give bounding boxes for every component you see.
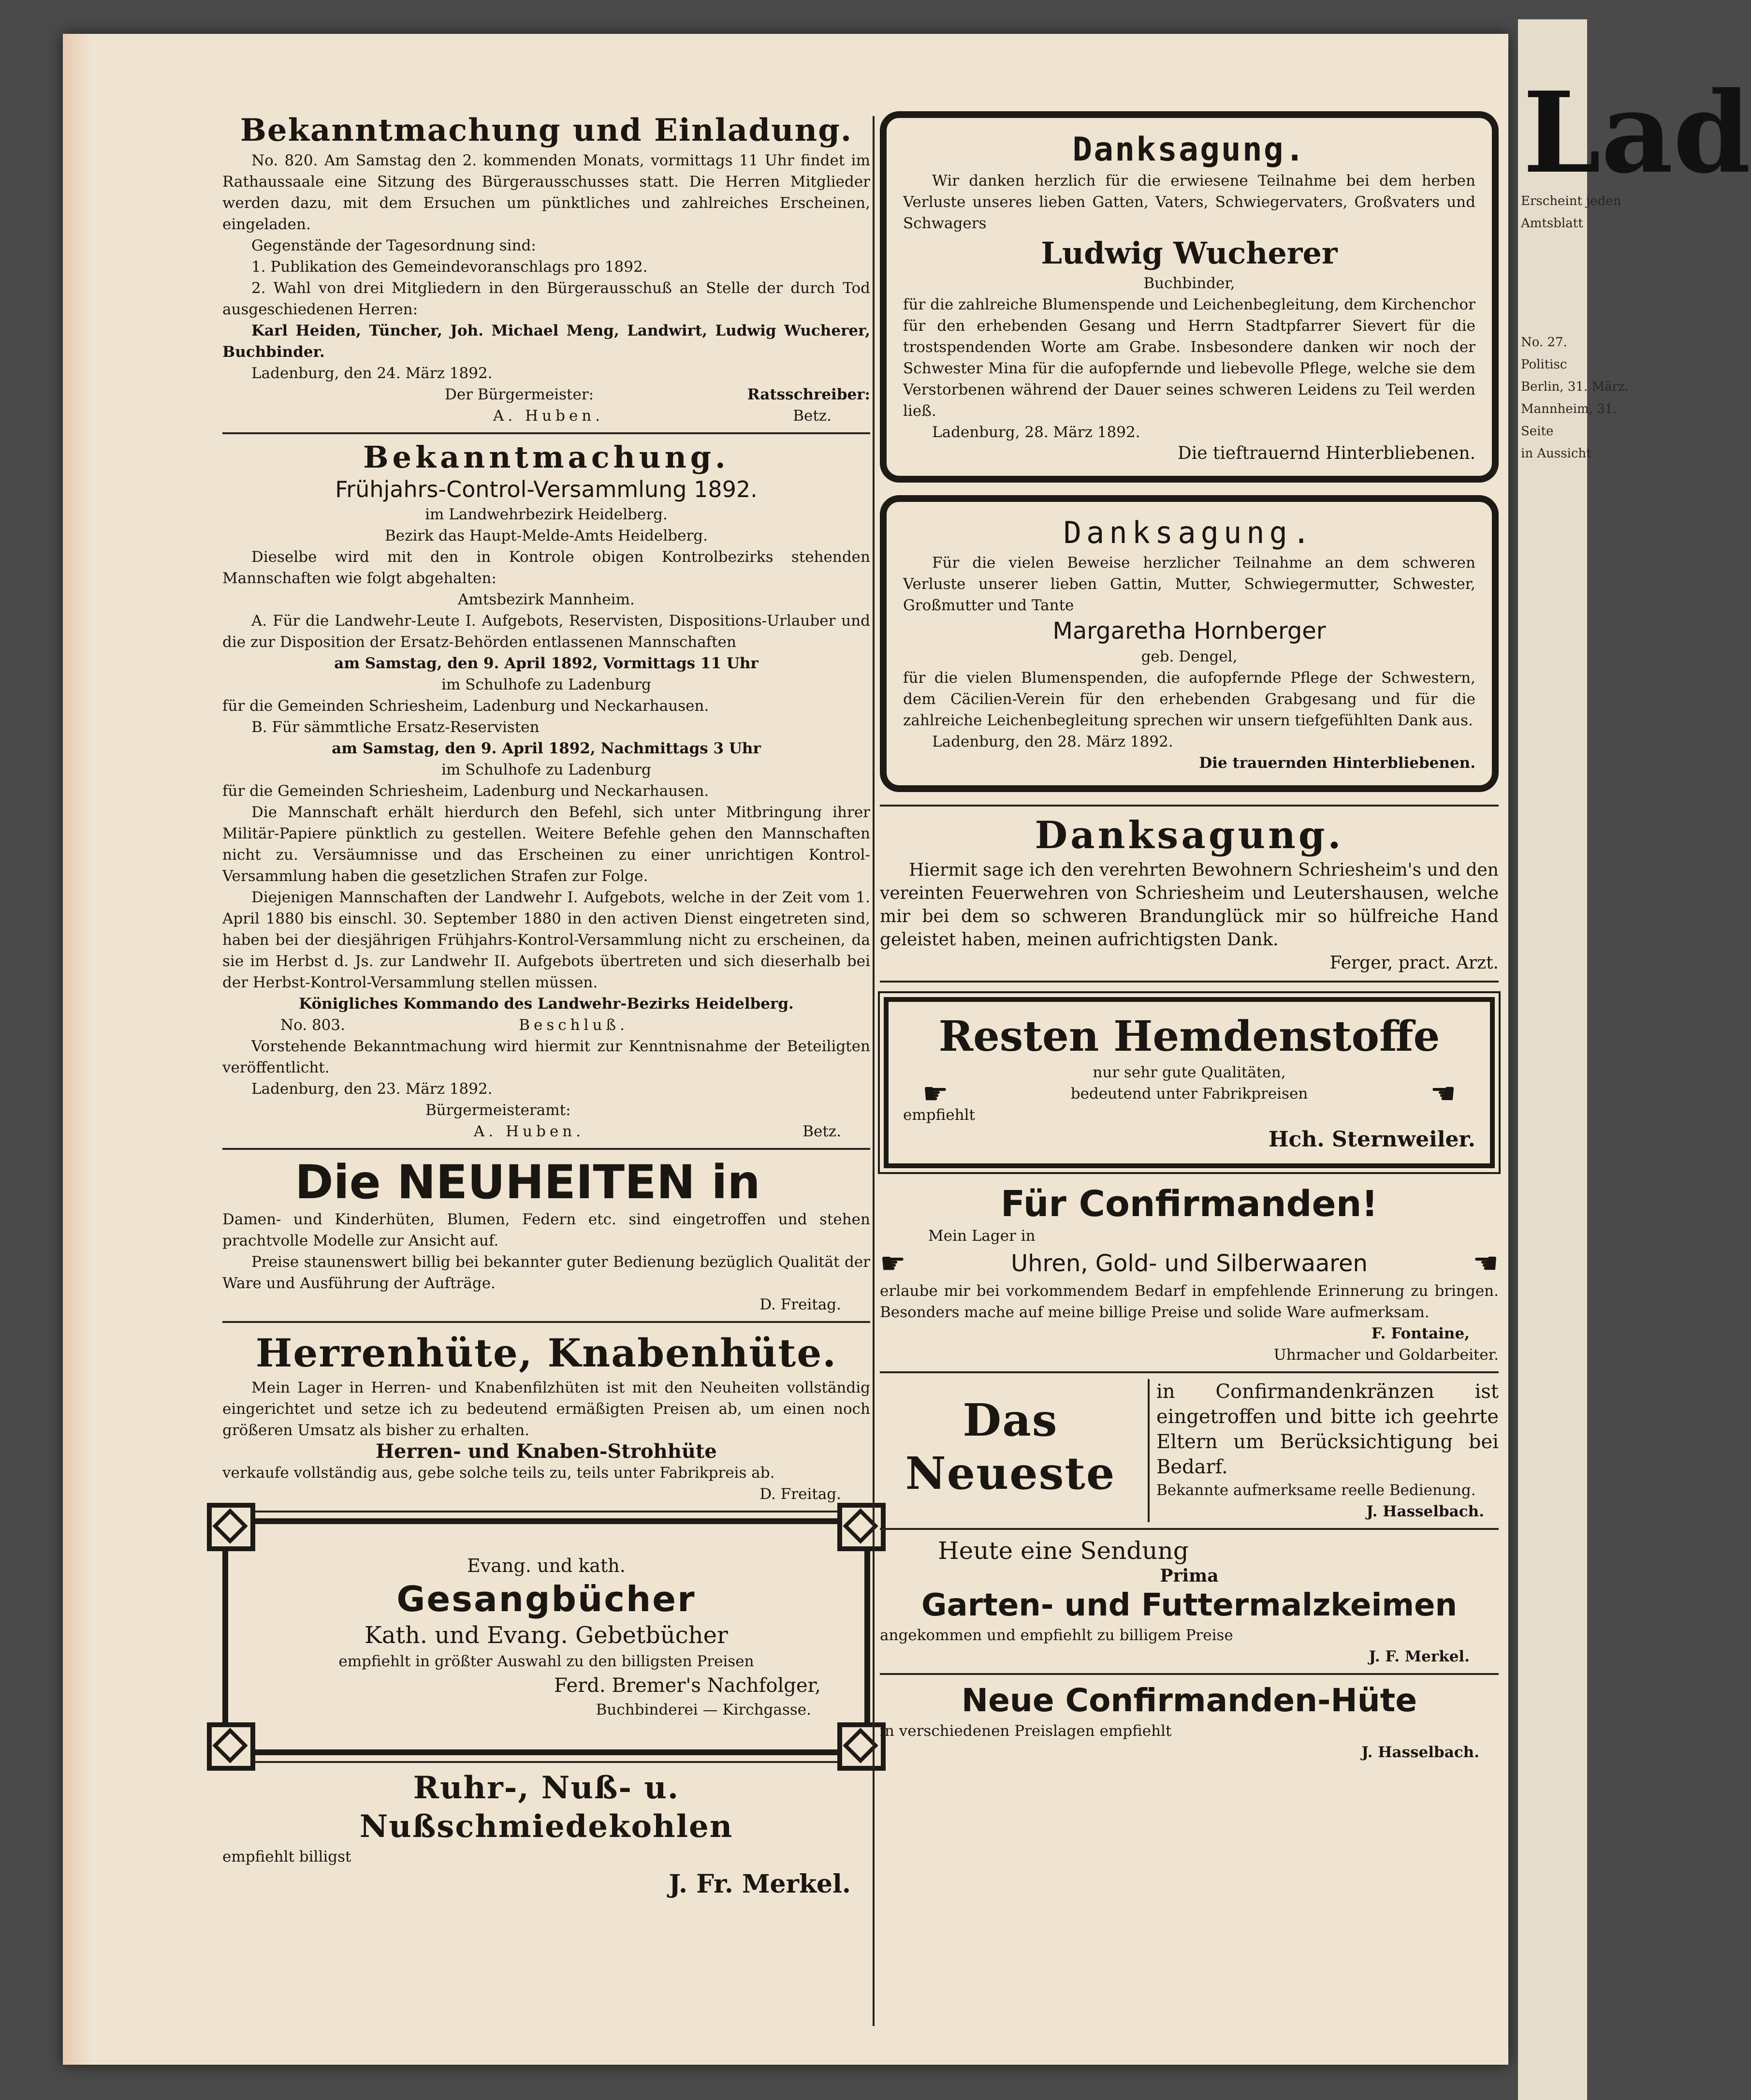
ad-title: Für Confirmanden! bbox=[1000, 1183, 1378, 1225]
signature: J. Fr. Merkel. bbox=[669, 1869, 851, 1899]
ad-title: Neue Confirmanden-Hüte bbox=[961, 1682, 1417, 1719]
divider bbox=[222, 1511, 870, 1513]
paragraph: Bezirk das Haupt-Melde-Amts Heidelberg. bbox=[385, 527, 708, 544]
signature: Die tieftrauernd Hinterbliebenen. bbox=[1177, 443, 1475, 463]
paragraph: Für die vielen Beweise herzlicher Teilnahme an dem schweren Verluste unserer lieben Gattin, Mutter, Schwiegermutter, Schwester, Großmutter und Tante bbox=[903, 554, 1475, 614]
paragraph: Preise staunenswert billig bei bekannter guter Bedienung bezüglich Qualität der Ware und Ausführung der Aufträge. bbox=[222, 1253, 870, 1292]
left-column bbox=[222, 111, 870, 1901]
ad-line: nur sehr gute Qualitäten, bbox=[1093, 1064, 1286, 1081]
signature-title: Uhrmacher und Goldarbeiter. bbox=[1273, 1346, 1499, 1364]
date-line: am Samstag, den 9. April 1892, Vormittags 11 Uhr bbox=[334, 655, 759, 672]
ad-das-neueste bbox=[880, 1379, 1499, 1522]
pointing-hand-left-icon: ☚ bbox=[1473, 1247, 1499, 1280]
paragraph: für die Gemeinden Schriesheim, Ladenburg und Neckarhausen. bbox=[222, 782, 709, 800]
deceased-name: Ludwig Wucherer bbox=[1041, 235, 1338, 271]
signature: Ferd. Bremer's Nachfolger, bbox=[554, 1674, 821, 1697]
ad-title: Danksagung. bbox=[1063, 515, 1315, 550]
thanks-wucherer bbox=[880, 111, 1499, 483]
date-line: Ladenburg, den 24. März 1892. bbox=[251, 365, 493, 382]
signature-label: Bürgermeisteramt: bbox=[425, 1101, 571, 1119]
ad-title: Danksagung. bbox=[1035, 813, 1344, 857]
ad-line: Mein Lager in bbox=[928, 1227, 1036, 1245]
ad-line: Bekannte aufmerksame reelle Bedienung. bbox=[1156, 1482, 1476, 1499]
text-fragment: No. 27. bbox=[1521, 335, 1567, 350]
paragraph: Vorstehende Bekanntmachung wird hiermit zur Kenntnisnahme der Beteiligten veröffentlicht. bbox=[222, 1038, 870, 1076]
ad-title: Gesangbücher bbox=[396, 1579, 696, 1619]
divider bbox=[880, 1528, 1499, 1530]
paragraph: Damen- und Kinderhüten, Blumen, Federn etc. sind eingetroffen und stehen prachtvolle Modelle zur Ansicht auf. bbox=[222, 1211, 870, 1249]
text-fragment: in Aussicht bbox=[1521, 446, 1591, 461]
text-fragment: Amtsblatt bbox=[1521, 216, 1583, 231]
pointing-hand-left-icon: ☚ bbox=[1430, 1077, 1456, 1111]
text-fragment: Mannheim, 31. bbox=[1521, 402, 1617, 416]
ad-kohlen bbox=[222, 1769, 870, 1901]
paragraph: No. 820. Am Samstag den 2. kommenden Monats, vormittags 11 Uhr findet im Rathaussaale eine Sitzung des Bürgerausschusses statt. Die Herren Mitglieder werden dazu, mit dem Ersuchen um pünktliches und zahlreiches Erscheinen, eingeladen. bbox=[222, 152, 870, 233]
ornament-corner bbox=[207, 1503, 255, 1551]
masthead-fragment: Lad bbox=[1523, 68, 1751, 198]
text-fragment: Erscheint jeden bbox=[1521, 194, 1621, 208]
paragraph: erlaube mir bei vorkommendem Bedarf in empfehlende Erinnerung zu bringen. Besonders mache auf meine billige Preise und solide Ware aufmerksam. bbox=[880, 1282, 1499, 1321]
signature: J. Hasselbach. bbox=[1361, 1744, 1479, 1761]
text-fragment: Berlin, 31. März. bbox=[1521, 380, 1629, 394]
paragraph: Die Mannschaft erhält hierdurch den Befehl, sich unter Mitbringung ihrer Militär-Papiere pünktlich zu gestellen. Weitere Befehle gehen den Mannschaften nicht zu. Versäumnisse und das Erscheinen zu einer unrichtigen Kontrol-Versammlung haben die gesetzlichen Strafen zur Folge. bbox=[222, 804, 870, 885]
ad-title: Ruhr-, Nuß- u. Nußschmiedekohlen bbox=[359, 1770, 733, 1845]
announcement-invitation bbox=[222, 111, 870, 426]
ad-line: Evang. und kath. bbox=[467, 1555, 626, 1576]
pointing-hand-right-icon: ☛ bbox=[922, 1077, 948, 1111]
control-assembly-announcement bbox=[222, 440, 870, 1142]
signature: D. Freitag. bbox=[759, 1485, 841, 1503]
signature-label: Ratsschreiber: bbox=[747, 386, 870, 403]
ad-title: Garten- und Futtermalzkeimen bbox=[921, 1587, 1458, 1623]
signature: F. Fontaine, bbox=[1371, 1325, 1470, 1342]
ad-line: Prima bbox=[1160, 1566, 1219, 1586]
divider bbox=[880, 981, 1499, 983]
date-line: Ladenburg, 28. März 1892. bbox=[932, 424, 1140, 441]
paragraph: für die vielen Blumenspenden, die aufopfernde Pflege der Schwestern, dem Cäcilien-Verein für den erhebenden Grabgesang und für die zahlreiche Leichenbegleitung sprechen wir unsern tiefgefühlten Dank aus. bbox=[903, 669, 1475, 729]
announcement-title: Bekanntmachung. bbox=[363, 440, 730, 475]
text-fragment: Politisc bbox=[1521, 357, 1567, 372]
next-page-edge bbox=[1518, 19, 1751, 2100]
ad-title: Die NEUHEITEN in bbox=[295, 1155, 760, 1209]
signature: A. Huben. bbox=[493, 407, 604, 425]
paragraph: Mein Lager in Herren- und Knabenfilzhüten ist mit den Neuheiten vollständig eingerichtet und setze ich zu bedeutend ermäßigten Preisen ab, um einen noch größeren Umsatz als bisher zu erhalten. bbox=[222, 1379, 870, 1439]
paragraph: in Confirmandenkränzen ist eingetroffen und bitte ich geehrte Eltern um Berücksichtigung bei Bedarf. bbox=[1156, 1380, 1499, 1478]
announcement-title: Bekanntmachung und Einladung. bbox=[240, 112, 853, 148]
thanks-hornberger bbox=[880, 495, 1499, 792]
number-label: No. 803. bbox=[280, 1016, 345, 1034]
paragraph: im Schulhofe zu Ladenburg bbox=[441, 676, 651, 693]
right-column bbox=[880, 111, 1499, 1763]
ad-subtitle: Kath. und Evang. Gebetbücher bbox=[365, 1622, 728, 1649]
thanks-ferger bbox=[880, 812, 1499, 975]
divider bbox=[1148, 1379, 1150, 1522]
paragraph: Diejenigen Mannschaften der Landwehr I. Aufgebots, welche in der Zeit vom 1. April 1880 bis einschl. 30. September 1880 in den activen Dienst eingetreten sind, haben bei der diesjährigen Frühjahrs-Kontrol-Versammlung nicht zu erscheinen, da sie im Herbst d. Js. zur Landwehr II. Aufgebots übertreten und sich dieserhalb bei der Herbst-Kontrol-Versammlung stellen müssen. bbox=[222, 889, 870, 991]
ad-title: Herrenhüte, Knabenhüte. bbox=[255, 1330, 837, 1376]
ad-fuer-confirmanden bbox=[880, 1183, 1499, 1366]
ornament-corner bbox=[837, 1503, 886, 1551]
pointing-hand-right-icon: ☛ bbox=[880, 1247, 906, 1280]
ornament-corner bbox=[837, 1722, 886, 1771]
ad-subtitle: Uhren, Gold- und Silberwaaren bbox=[1011, 1250, 1368, 1277]
announcement-subtitle: Frühjahrs-Control-Versammlung 1892. bbox=[335, 476, 758, 502]
ad-neuheiten bbox=[222, 1156, 870, 1315]
date-line: Ladenburg, den 28. März 1892. bbox=[932, 733, 1173, 750]
deceased-name: Margaretha Hornberger bbox=[1052, 617, 1326, 645]
signature: Ferger, pract. Arzt. bbox=[1329, 953, 1499, 973]
ad-confirmanden-huete bbox=[880, 1681, 1499, 1763]
paragraph: verkaufe vollständig aus, gebe solche teils zu, teils unter Fabrikpreis ab. bbox=[222, 1464, 775, 1482]
ad-line: empfiehlt in größter Auswahl zu den billigsten Preisen bbox=[338, 1653, 754, 1670]
divider bbox=[222, 1321, 870, 1323]
paragraph: 1. Publikation des Gemeindevoranschlags pro 1892. bbox=[251, 258, 648, 276]
paragraph: für die Gemeinden Schriesheim, Ladenburg und Neckarhausen. bbox=[222, 697, 709, 715]
paragraph: Dieselbe wird mit den in Kontrole obigen Kontrolbezirks stehenden Mannschaften wie folgt abgehalten: bbox=[222, 548, 870, 587]
signature: Die trauernden Hinterbliebenen. bbox=[1199, 754, 1475, 772]
paragraph: Gegenstände der Tagesordnung sind: bbox=[251, 237, 536, 254]
signature: A. Huben. bbox=[474, 1123, 585, 1140]
ad-garten-malzkeimen bbox=[880, 1536, 1499, 1667]
signature-label: Der Bürgermeister: bbox=[445, 386, 594, 403]
ad-line: empfiehlt billigst bbox=[222, 1848, 351, 1865]
ad-resten-hemdenstoffe bbox=[884, 997, 1495, 1168]
signature: Betz. bbox=[793, 407, 832, 425]
paragraph: Hiermit sage ich den verehrten Bewohnern Schriesheim's und den vereinten Feuerwehren von Schriesheim und Leutershausen, welche mir bei dem so schweren Brandunglück mir so hülfreiche Hand geleistet haben, meinen aufrichtigsten Dank. bbox=[880, 860, 1499, 950]
paragraph: Buchbinder, bbox=[1143, 275, 1235, 292]
ad-subtitle: Herren- und Knaben-Strohhüte bbox=[376, 1440, 717, 1463]
divider bbox=[222, 432, 870, 434]
text-fragment: Seite bbox=[1521, 424, 1554, 439]
divider bbox=[880, 805, 1499, 807]
ad-line: Heute eine Sendung bbox=[938, 1537, 1189, 1565]
signature: D. Freitag. bbox=[759, 1296, 841, 1313]
paragraph: A. Für die Landwehr-Leute I. Aufgebots, Reservisten, Dispositions-Urlauber und die zur Disposition der Ersatz-Behörden entlassenen Mannschaften bbox=[222, 612, 870, 651]
paragraph: B. Für sämmtliche Ersatz-Reservisten bbox=[251, 719, 540, 736]
ad-title: Resten Hemdenstoffe bbox=[938, 1012, 1440, 1061]
column-rule bbox=[873, 116, 875, 2026]
ad-line: in verschiedenen Preislagen empfiehlt bbox=[880, 1722, 1172, 1740]
paragraph: im Schulhofe zu Ladenburg bbox=[441, 761, 651, 778]
ad-line: Buchbinderei — Kirchgasse. bbox=[596, 1701, 811, 1718]
ad-gesangbuecher bbox=[222, 1518, 870, 1755]
divider bbox=[222, 1761, 870, 1763]
paragraph: Königliches Kommando des Landwehr-Bezirks Heidelberg. bbox=[299, 995, 794, 1013]
divider bbox=[880, 1673, 1499, 1675]
signature: J. F. Merkel. bbox=[1369, 1648, 1470, 1665]
ad-line: bedeutend unter Fabrikpreisen bbox=[1070, 1085, 1308, 1102]
ad-line: empfiehlt bbox=[903, 1106, 975, 1124]
ad-herrenhuete bbox=[222, 1329, 870, 1505]
divider bbox=[880, 1371, 1499, 1373]
paragraph: Amtsbezirk Mannheim. bbox=[458, 591, 635, 608]
signature: Hch. Sternweiler. bbox=[1268, 1127, 1475, 1152]
date-line: am Samstag, den 9. April 1892, Nachmittags 3 Uhr bbox=[332, 740, 761, 757]
signature: J. Hasselbach. bbox=[1366, 1503, 1484, 1520]
signature: Betz. bbox=[803, 1123, 841, 1140]
ad-line: angekommen und empfiehlt zu billigem Preise bbox=[880, 1627, 1233, 1644]
ornament-corner bbox=[207, 1722, 255, 1771]
date-line: Ladenburg, den 23. März 1892. bbox=[251, 1080, 493, 1098]
paragraph: Wir danken herzlich für die erwiesene Teilnahme bei dem herben Verluste unseres lieben Gatten, Vaters, Schwiegervaters, Großvaters und Schwagers bbox=[903, 172, 1475, 232]
paragraph: für die zahlreiche Blumenspende und Leichenbegleitung, dem Kirchenchor für den erhebenden Gesang und Herrn Stadtpfarrer Sievert für die trostspendenden Worte am Grabe. Insbesondere danken wir noch der Schwester Mina für die aufopfernde und liebevolle Pflege, welche sie dem Verstorbenen während der Dauer seines schweren Leidens zu Teil werden ließ. bbox=[903, 296, 1475, 420]
heading: Beschluß. bbox=[519, 1016, 628, 1034]
paragraph: 2. Wahl von drei Mitgliedern in den Bürgerausschuß an Stelle der durch Tod ausgeschiedenen Herren: bbox=[222, 279, 870, 318]
paragraph: geb. Dengel, bbox=[1141, 648, 1238, 665]
paragraph: Karl Heiden, Tüncher, Joh. Michael Meng, Landwirt, Ludwig Wucherer, Buchbinder. bbox=[222, 322, 870, 361]
divider bbox=[222, 1148, 870, 1150]
ad-title: Danksagung. bbox=[1072, 131, 1306, 169]
ad-title: Das Neueste bbox=[905, 1394, 1116, 1499]
page-edge bbox=[63, 34, 92, 2065]
paragraph: im Landwehrbezirk Heidelberg. bbox=[425, 506, 668, 523]
